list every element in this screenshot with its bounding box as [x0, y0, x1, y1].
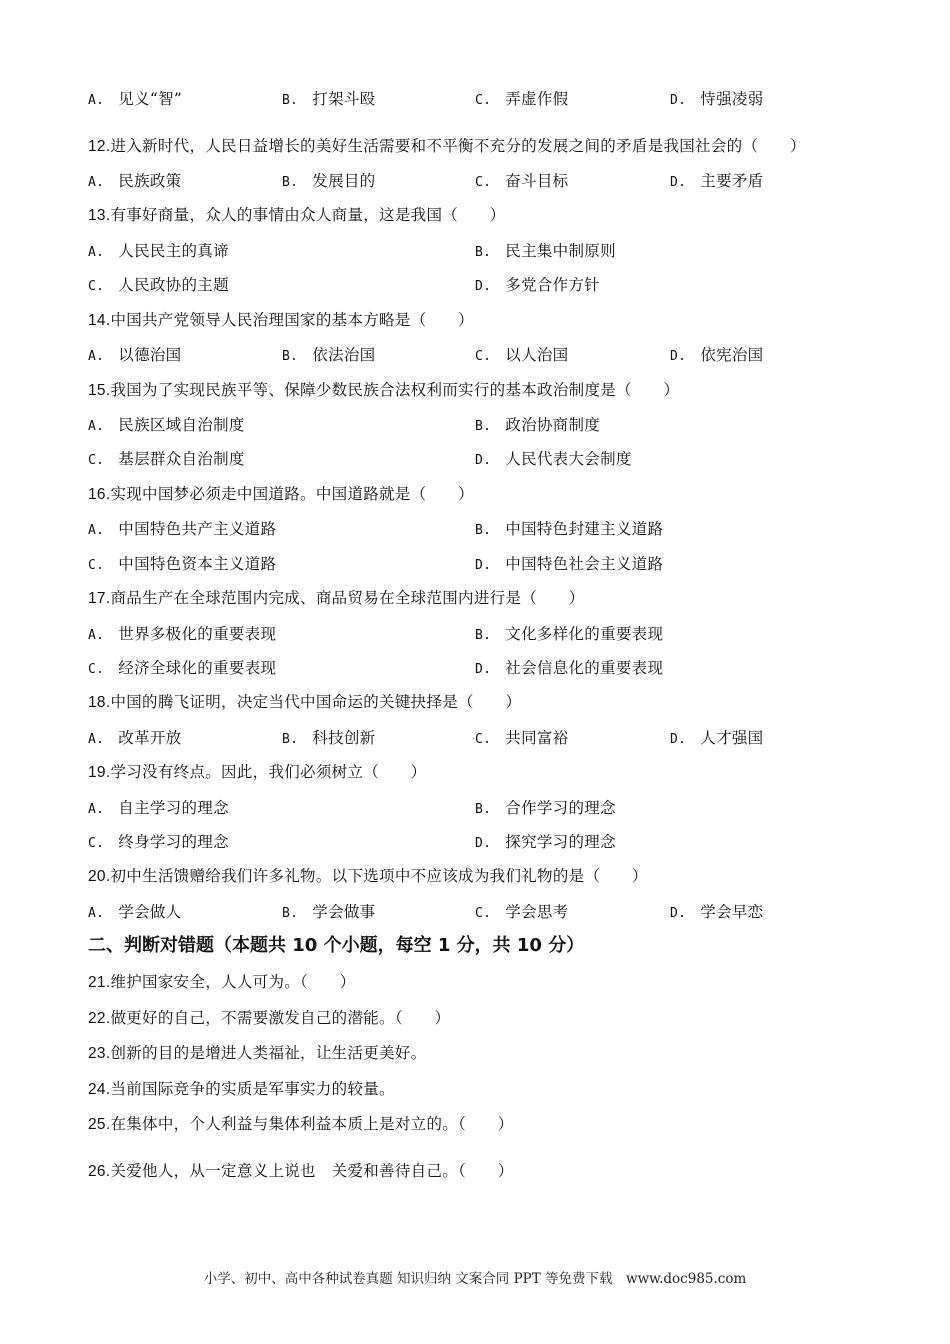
- option-a: A. 民族政策: [88, 172, 182, 190]
- option-c: C. 基层群众自治制度: [88, 450, 245, 468]
- question-20-stem: 20.初中生活馈赠给我们许多礼物。以下选项中不应该成为我们礼物的是（ ）: [88, 867, 648, 885]
- option-d: D. 人才强国: [670, 729, 764, 747]
- option-b: B. 中国特色封建主义道路: [475, 520, 664, 538]
- option-a: A. 民族区域自治制度: [88, 416, 245, 434]
- option-d: D. 多党合作方针: [475, 276, 601, 294]
- question-19-options-row1: [88, 798, 868, 818]
- question-16-stem: 16.实现中国梦必须走中国道路。中国道路就是（ ）: [88, 485, 474, 503]
- option-c: C. 经济全球化的重要表现: [88, 659, 277, 677]
- question-18-options: [88, 728, 868, 748]
- judgment-21: 21.维护国家安全，人人可为。（ ）: [88, 973, 356, 991]
- question-17-options-row1: [88, 624, 868, 644]
- option-b: B. 合作学习的理念: [475, 799, 616, 817]
- option-d: D. 中国特色社会主义道路: [475, 555, 664, 573]
- option-d: D. 社会信息化的重要表现: [475, 659, 664, 677]
- judgment-23: 23.创新的目的是增进人类福祉，让生活更美好。: [88, 1044, 427, 1062]
- option-d: D. 依宪治国: [670, 346, 764, 364]
- q11-option-a: A. 见义“智”: [88, 90, 183, 108]
- option-a: A. 世界多极化的重要表现: [88, 625, 277, 643]
- option-b: B. 民主集中制原则: [475, 242, 616, 260]
- option-b: B. 文化多样化的重要表现: [475, 625, 664, 643]
- option-a: A. 人民民主的真谛: [88, 242, 229, 260]
- option-a: A. 自主学习的理念: [88, 799, 229, 817]
- question-15-options-row2: [88, 449, 868, 469]
- question-12-stem: 12.进入新时代，人民日益增长的美好生活需要和不平衡不充分的发展之间的矛盾是我国社会的（ ）: [88, 137, 806, 155]
- option-b: B. 科技创新: [282, 729, 376, 747]
- question-13-stem: 13.有事好商量，众人的事情由众人商量，这是我国（ ）: [88, 206, 506, 224]
- question-17-options-row2: [88, 658, 868, 678]
- option-a: A. 改革开放: [88, 729, 182, 747]
- question-20-options: [88, 902, 868, 922]
- option-c: C. 终身学习的理念: [88, 833, 229, 851]
- option-b: B. 依法治国: [282, 346, 376, 364]
- option-c: C. 奋斗目标: [475, 172, 569, 190]
- judgment-25: 25.在集体中，个人利益与集体利益本质上是对立的。（ ）: [88, 1115, 514, 1133]
- option-c: C. 以人治国: [475, 346, 569, 364]
- question-14-stem: 14.中国共产党领导人民治理国家的基本方略是（ ）: [88, 311, 474, 329]
- question-12-options: [88, 171, 868, 191]
- question-15-stem: 15.我国为了实现民族平等、保障少数民族合法权利而实行的基本政治制度是（ ）: [88, 381, 680, 399]
- question-19-stem: 19.学习没有终点。因此，我们必须树立（ ）: [88, 763, 427, 781]
- question-14-options: [88, 345, 868, 365]
- option-d: D. 探究学习的理念: [475, 833, 616, 851]
- option-a: A. 学会做人: [88, 903, 182, 921]
- judgment-24: 24.当前国际竞争的实质是军事实力的较量。: [88, 1080, 395, 1098]
- q11-option-b: B. 打架斗殴: [282, 90, 376, 108]
- option-c: C. 人民政协的主题: [88, 276, 229, 294]
- question-18-stem: 18.中国的腾飞证明，决定当代中国命运的关键抉择是（ ）: [88, 693, 522, 711]
- q11-option-c: C. 弄虚作假: [475, 90, 569, 108]
- option-c: C. 中国特色资本主义道路: [88, 555, 277, 573]
- q11-option-d: D. 恃强凌弱: [670, 90, 764, 108]
- option-b: B. 发展目的: [282, 172, 376, 190]
- question-13-options-row2: [88, 275, 868, 295]
- page-footer: 小学、初中、高中各种试卷真题 知识归纳 文案合同 PPT 等免费下载 www.doc985.com: [203, 1271, 747, 1287]
- option-c: C. 学会思考: [475, 903, 569, 921]
- option-b: B. 学会做事: [282, 903, 376, 921]
- question-16-options-row2: [88, 554, 868, 574]
- option-a: A. 以德治国: [88, 346, 182, 364]
- q11-options: [88, 89, 868, 109]
- option-b: B. 政治协商制度: [475, 416, 601, 434]
- option-d: D. 学会早恋: [670, 903, 764, 921]
- question-16-options-row1: [88, 519, 868, 539]
- option-a: A. 中国特色共产主义道路: [88, 520, 277, 538]
- question-17-stem: 17.商品生产在全球范围内完成、商品贸易在全球范围内进行是（ ）: [88, 589, 585, 607]
- judgment-22: 22.做更好的自己，不需要激发自己的潜能。（ ）: [88, 1009, 451, 1027]
- question-15-options-row1: [88, 415, 868, 435]
- option-d: D. 主要矛盾: [670, 172, 764, 190]
- judgment-26: 26.关爱他人，从一定意义上说也 关爱和善待自己。（ ）: [88, 1162, 514, 1180]
- question-13-options-row1: [88, 241, 868, 261]
- option-c: C. 共同富裕: [475, 729, 569, 747]
- section-2-title: 二、判断对错题（本题共 10 个小题，每空 1 分，共 10 分）: [88, 935, 585, 956]
- question-19-options-row2: [88, 832, 868, 852]
- option-d: D. 人民代表大会制度: [475, 450, 632, 468]
